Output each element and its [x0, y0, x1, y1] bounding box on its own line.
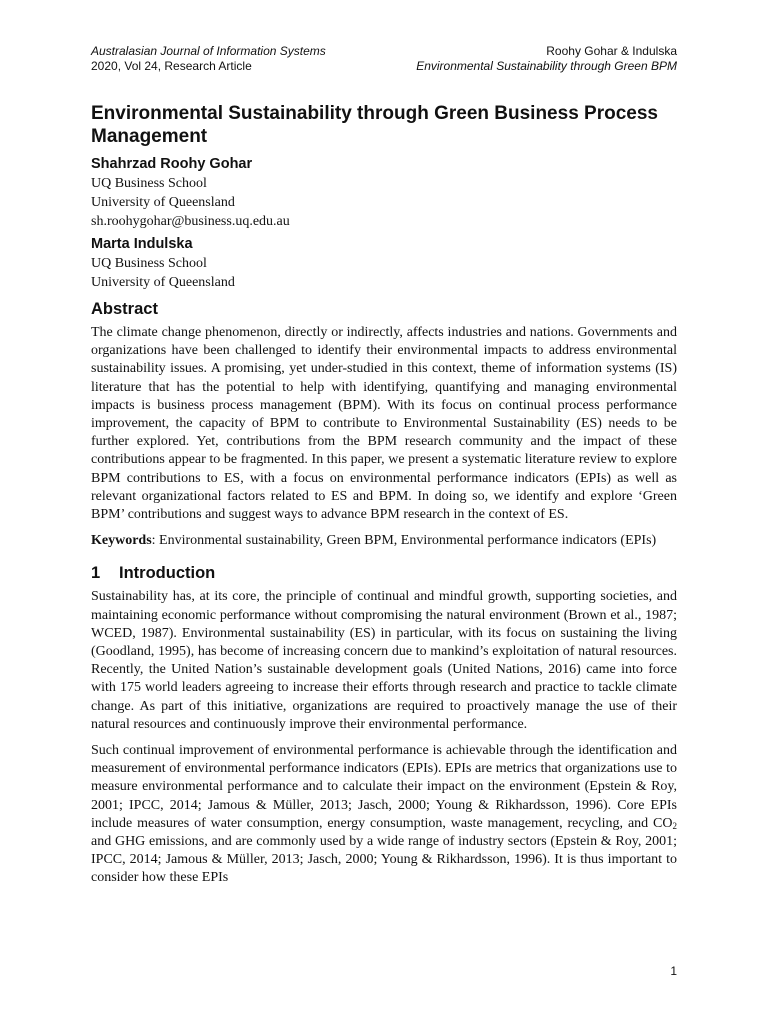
author-school: UQ Business School — [91, 176, 207, 191]
running-header — [91, 44, 677, 74]
intro-heading — [91, 562, 677, 584]
author-1 — [91, 154, 677, 231]
author-2 — [91, 234, 677, 292]
abstract-text: The climate change phenomenon, directly or indirectly, affects industries and nations. Governments and organizations have been challenged to identify their environmental impacts to address environmental sustainability issues. A promising, yet under-studied in this context, theme of information systems (IS) literature that has the potential to help with identifying, quantifying and managing environmental impacts is business process management (BPM). With its focus on continual process performance improvement, the capacity of BPM to contribute to Environmental Sustainability (ES) needs to be further explored. Yet, contributions from the BPM research community and the impact of these contributions appear to be fragmented. In this paper, we present a systematic literature review to explore BPM contributions to ES, with a focus on environmental performance indicators (EPIs) as well as relevant organizational factors related to ES and BPM. In doing so, we identify and explore ‘Green BPM’ contributions and suggest ways to advance BPM research in the context of ES. — [91, 325, 677, 523]
abstract-heading: Abstract — [91, 300, 158, 318]
intro-paragraph-2-part-b: and GHG emissions, and are commonly used by a wide range of industry sectors (Epstein & Roy, 2001; IPCC, 2014; Jamous & Müller, 2013; Jasch, 2000; Young & Rikhardsson, 1996). It is thus important to consider how these EPIs — [91, 834, 677, 886]
intro-paragraph-2-part-a: Such continual improvement of environmental performance is achievable through the identification and measurement of environmental performance indicators (EPIs). EPIs are metrics that organizations use to measure environmental performance and to calculate their impact on the environment (Epstein & Roy, 2001; IPCC, 2014; Jamous & Müller, 2013; Jasch, 2000; Young & Rikhardsson, 1996). Core EPIs include measures of water consumption, energy consumption, waste management, recycling, and CO — [91, 743, 677, 831]
page-number: 1 — [670, 964, 677, 978]
keywords-text: : Environmental sustainability, Green BPM, Environmental performance indicators (EPIs) — [151, 533, 657, 549]
section-title: Introduction — [119, 564, 216, 583]
intro-paragraph-2 — [91, 742, 677, 888]
article-body — [91, 102, 677, 896]
journal-name: Australasian Journal of Information Systems — [91, 44, 326, 58]
author-email[interactable]: sh.roohygohar@business.uq.edu.au — [91, 214, 290, 229]
author-university: University of Queensland — [91, 195, 235, 210]
short-title: Environmental Sustainability through Green BPM — [416, 59, 677, 73]
running-header-row-2 — [91, 59, 677, 74]
paper-title: Environmental Sustainability through Green Business Process Management — [91, 103, 658, 147]
author-name: Marta Indulska — [91, 236, 193, 252]
author-university: University of Queensland — [91, 275, 235, 290]
co2-subscript: 2 — [672, 820, 677, 831]
section-number: 1 — [91, 564, 101, 583]
intro-paragraph-1: Sustainability has, at its core, the principle of continual and mindful growth, supporting societies, and maintaining economic performance without compromising the natural environment (Brown et al., 1987; WCED, 1987). Environmental sustainability (ES) in particular, with its focus on sustaining the living (Goodland, 1995), has become of increasing concern due to mankind’s exploitation of natural resources. Recently, the United Nation’s sustainable development goals (United Nations, 2016) came into force with 175 world leaders agreeing to increase their efforts through research and practice to tackle climate change. As part of this initiative, organizations are required to proactively manage the use of their natural resources and continuously improve their environmental performance. — [91, 589, 677, 732]
author-name: Shahrzad Roohy Gohar — [91, 156, 253, 172]
keywords-label: Keywords — [91, 533, 152, 549]
author-school: UQ Business School — [91, 256, 207, 271]
issue-info: 2020, Vol 24, Research Article — [91, 59, 252, 73]
keywords — [91, 532, 677, 550]
running-header-row-1 — [91, 44, 677, 59]
authors-short: Roohy Gohar & Indulska — [546, 44, 677, 58]
